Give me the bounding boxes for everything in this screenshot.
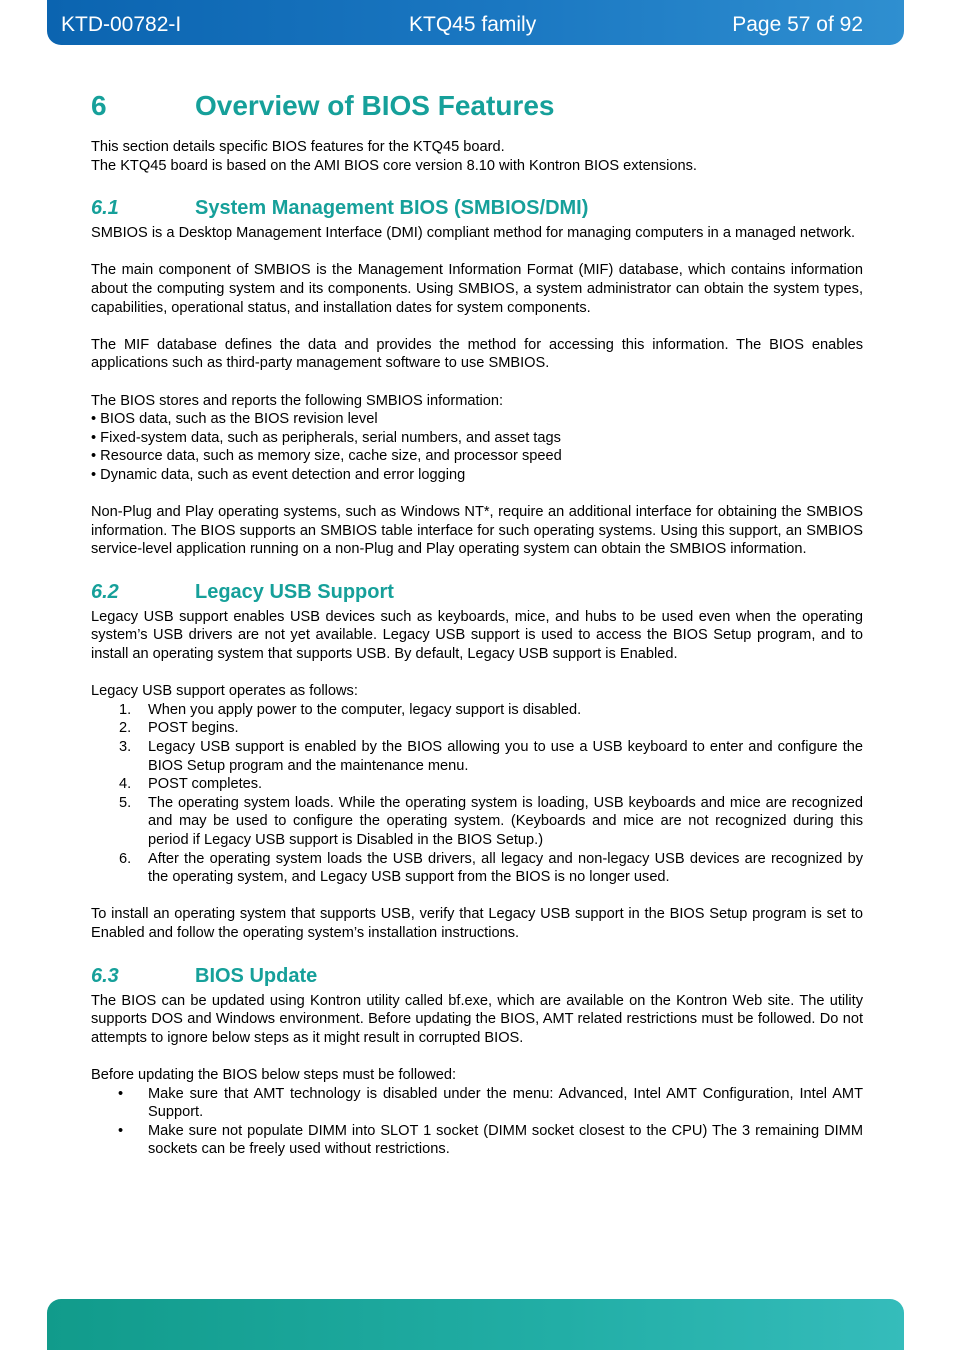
usb-paragraph-1: Legacy USB support enables USB devices such as keyboards, mice, and hubs to be used even when the operating system’s USB drivers are not yet available. Legacy USB support is used to access the BIOS Setup program, and to install an operating system that supports USB. By default, Legacy USB support is Enabled. bbox=[91, 608, 863, 663]
smbios-paragraph-5: Non-Plug and Play operating systems, such as Windows NT*, require an additional interface for obtaining the SMBIOS information. The BIOS supports an SMBIOS table interface for such operating systems. Using this support, an SMBIOS service-level application running on a non-Plug and Play operating system can obtain the SMBIOS information. bbox=[91, 504, 863, 558]
section-title: BIOS Update bbox=[195, 964, 318, 987]
step-text: The operating system loads. While the operating system is loading, USB keyboards and mice are recognized and may be used to configure the operating system. (Keyboards and mice are not recognized during this period if Legacy USB support is Disabled in the BIOS Setup.) bbox=[148, 794, 863, 848]
usb-steps-list bbox=[91, 701, 863, 887]
list-item bbox=[91, 775, 863, 794]
step-number: 3. bbox=[119, 739, 132, 756]
page-number: Page 57 of 92 bbox=[732, 13, 863, 36]
page-header bbox=[47, 0, 904, 45]
list-item bbox=[91, 719, 863, 738]
section-number: 6.2 bbox=[91, 580, 119, 603]
step-text: After the operating system loads the USB drivers, all legacy and non-legacy USB devices are recognized by the operating system, and Legacy USB support from the BIOS is no longer used. bbox=[148, 850, 863, 886]
list-item bbox=[91, 701, 863, 720]
bullet-text: Make sure that AMT technology is disabled under the menu: Advanced, Intel AMT Configuration, Intel AMT Support. bbox=[148, 1085, 863, 1121]
bios-update-paragraph: The BIOS can be updated using Kontron utility called bf.exe, which are available on the Kontron Web site. The utility supports DOS and Windows environment. Before updating the BIOS, AMT related restrictions must be followed. Do not attempts to ignore below steps as it might result in corrupted BIOS. bbox=[91, 992, 863, 1046]
section-number: 6.1 bbox=[91, 197, 119, 220]
smbios-paragraph-3: The MIF database defines the data and provides the method for accessing this information. The BIOS enables applications such as third-party management software to use SMBIOS. bbox=[91, 336, 863, 372]
bullet-icon: • bbox=[118, 1122, 124, 1139]
list-item bbox=[91, 738, 863, 775]
intro-line-1: This section details specific BIOS features for the KTQ45 board. bbox=[91, 139, 505, 155]
list-item bbox=[91, 1085, 863, 1122]
step-number: 4. bbox=[119, 776, 132, 793]
chapter-heading bbox=[91, 85, 863, 127]
page-content bbox=[91, 85, 863, 1159]
section-6-2-heading bbox=[91, 579, 863, 605]
bullet-icon: • bbox=[118, 1085, 124, 1102]
step-number: 6. bbox=[119, 850, 132, 867]
bios-update-list-intro: Before updating the BIOS below steps must be followed: bbox=[91, 1066, 457, 1083]
step-text: When you apply power to the computer, legacy support is disabled. bbox=[148, 701, 582, 718]
section-6-3-heading bbox=[91, 963, 863, 989]
section-6-1-heading bbox=[91, 195, 863, 221]
step-number: 5. bbox=[119, 794, 132, 811]
smbios-info-item: • Resource data, such as memory size, cache size, and processor speed bbox=[91, 448, 562, 465]
list-item bbox=[91, 1122, 863, 1159]
step-text: POST begins. bbox=[148, 720, 239, 737]
step-number: 1. bbox=[119, 701, 132, 718]
step-text: POST completes. bbox=[148, 776, 263, 793]
section-title: System Management BIOS (SMBIOS/DMI) bbox=[195, 197, 589, 220]
page-footer bbox=[47, 1299, 904, 1350]
step-number: 2. bbox=[119, 720, 132, 737]
bullet-text: Make sure not populate DIMM into SLOT 1 socket (DIMM socket closest to the CPU) The 3 remaining DIMM sockets can be freely used without restrictions. bbox=[148, 1122, 863, 1158]
intro-line-2: The KTQ45 board is based on the AMI BIOS core version 8.10 with Kontron BIOS extensions. bbox=[91, 157, 697, 174]
smbios-info-item: • BIOS data, such as the BIOS revision level bbox=[91, 411, 378, 428]
smbios-paragraph-1: SMBIOS is a Desktop Management Interface (DMI) compliant method for managing computers in a managed network. bbox=[91, 225, 856, 242]
chapter-title: Overview of BIOS Features bbox=[195, 90, 555, 121]
list-item bbox=[91, 794, 863, 850]
bios-update-bullets bbox=[91, 1085, 863, 1159]
usb-paragraph-2: To install an operating system that supports USB, verify that Legacy USB support in the BIOS Setup program is set to Enabled and follow the operating system’s installation instructions. bbox=[91, 906, 863, 941]
section-number: 6.3 bbox=[91, 964, 119, 987]
smbios-info-item: • Fixed-system data, such as peripherals, serial numbers, and asset tags bbox=[91, 429, 561, 446]
step-text: Legacy USB support is enabled by the BIOS allowing you to use a USB keyboard to enter and configure the BIOS Setup program and the maintenance menu. bbox=[148, 739, 863, 774]
smbios-info-intro: The BIOS stores and reports the following SMBIOS information: bbox=[91, 392, 504, 409]
document-id: KTD-00782-I bbox=[61, 13, 182, 36]
smbios-paragraph-2: The main component of SMBIOS is the Management Information Format (MIF) database, which contains information about the computing system and its components. Using SMBIOS, a system administrator can obtain the system types, capabilities, operational status, and installation dates for system components. bbox=[91, 262, 863, 316]
list-item bbox=[91, 850, 863, 887]
usb-list-intro: Legacy USB support operates as follows: bbox=[91, 683, 358, 700]
section-title: Legacy USB Support bbox=[195, 580, 394, 603]
smbios-info-item: • Dynamic data, such as event detection and error logging bbox=[91, 466, 466, 483]
product-family: KTQ45 family bbox=[409, 13, 537, 36]
chapter-number: 6 bbox=[91, 90, 107, 121]
